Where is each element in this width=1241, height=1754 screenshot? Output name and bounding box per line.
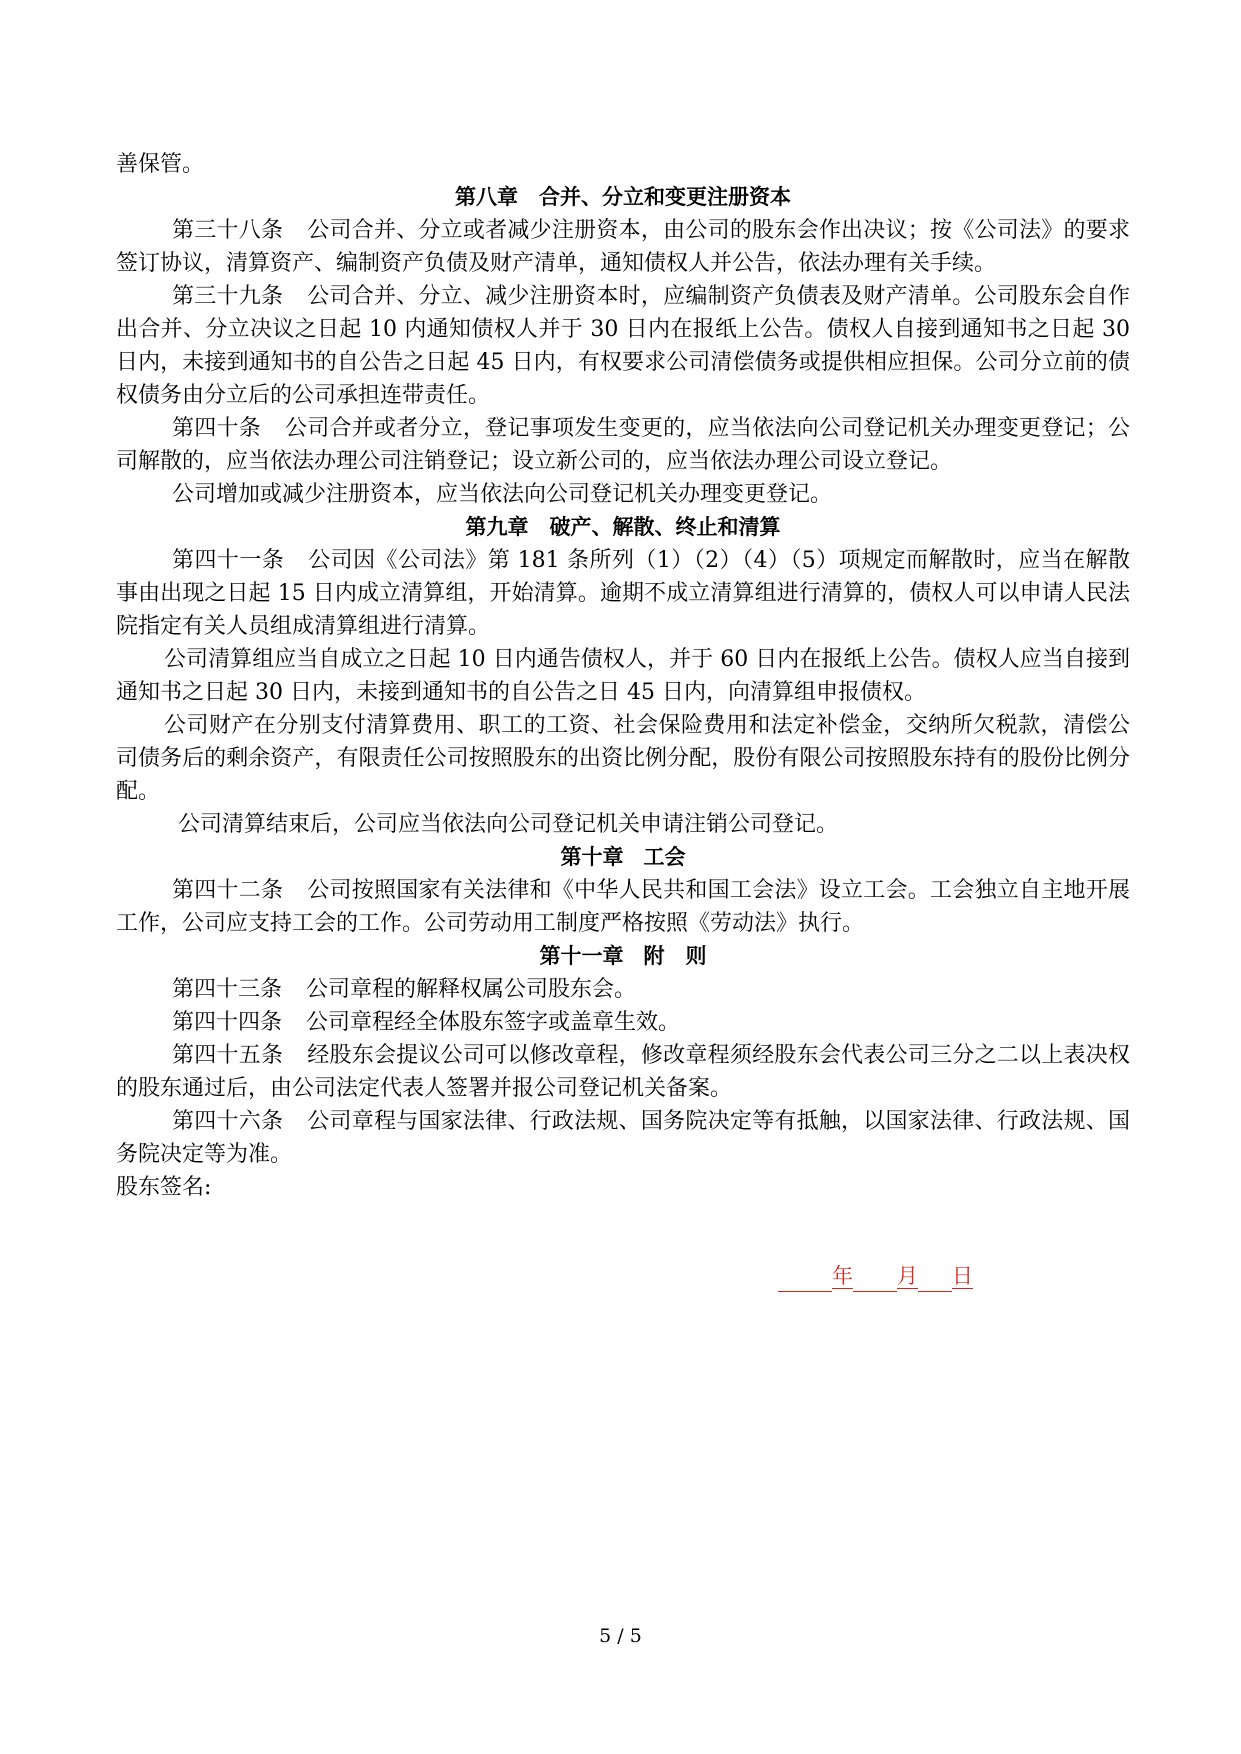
month-label: 月 bbox=[897, 1264, 918, 1288]
article-38 bbox=[116, 214, 1130, 280]
chapter-name: 附 则 bbox=[643, 944, 707, 968]
shareholder-signature-label: 股东签名: bbox=[116, 1175, 212, 1200]
day-label: 日 bbox=[952, 1264, 973, 1288]
chapter-11-title bbox=[116, 940, 1130, 973]
article-text: 公司合并、分立、减少注册资本时，应编制资产负债表及财产清单。公司股东会自作出合并、分立决议之日起 10 内通知债权人并于 30 日内在报纸上公告。债权人自接到通知书之日起 30 日内，未接到通知书的自公告之日起 45 日内，有权要求公司清偿债务或提供相应担保。公司分立前的债权债务由分立后的公司承担连带责任。 bbox=[116, 284, 1130, 408]
article-43 bbox=[116, 973, 1130, 1006]
article-text: 公司章程与国家法律、行政法规、国务院决定等有抵触，以国家法律、行政法规、国务院决定等为准。 bbox=[116, 1109, 1130, 1167]
year-blank bbox=[778, 1269, 832, 1292]
article-number: 第四十二条 bbox=[172, 878, 284, 903]
signature-date bbox=[778, 1261, 973, 1292]
article-number: 第四十一条 bbox=[172, 548, 285, 573]
article-text: 经股东会提议公司可以修改章程，修改章程须经股东会代表公司三分之二以上表决权的股东通过后，由公司法定代表人签署并报公司登记机关备案。 bbox=[116, 1043, 1130, 1101]
chapter-number: 第十章 bbox=[560, 845, 624, 869]
page-number: 5 / 5 bbox=[599, 1625, 642, 1647]
article-44 bbox=[116, 1006, 1130, 1039]
article-text: 公司章程经全体股东签字或盖章生效。 bbox=[306, 1010, 681, 1035]
article-number: 第四十三条 bbox=[172, 977, 283, 1002]
chapter-9-title: 第九章 破产、解散、终止和清算 bbox=[465, 515, 781, 539]
month-blank bbox=[853, 1269, 897, 1292]
chapter-name: 工会 bbox=[643, 845, 686, 869]
article-text: 公司合并或者分立，登记事项发生变更的，应当依法向公司登记机关办理变更登记；公司解散的，应当依法办理公司注销登记；设立新公司的，应当依法办理公司设立登记。 bbox=[116, 416, 1130, 474]
year-label: 年 bbox=[832, 1264, 853, 1288]
article-number: 第四十条 bbox=[172, 416, 261, 441]
paragraph-capital-change: 公司增加或减少注册资本，应当依法向公司登记机关办理变更登记。 bbox=[172, 482, 833, 507]
chapter-number: 第十一章 bbox=[539, 944, 624, 968]
article-39 bbox=[116, 280, 1130, 412]
article-45 bbox=[116, 1039, 1130, 1105]
article-text: 公司按照国家有关法律和《中华人民共和国工会法》设立工会。工会独立自主地开展工作，公司应支持工会的工作。公司劳动用工制度严格按照《劳动法》执行。 bbox=[116, 878, 1130, 936]
article-number: 第三十九条 bbox=[172, 284, 284, 309]
paragraph-liquidation-notice: 公司清算组应当自成立之日起 10 日内通告债权人，并于 60 日内在报纸上公告。债权人应当自接到通知书之日起 30 日内，未接到通知书的自公告之日 45 日内，向清算组申报债权。 bbox=[116, 647, 1130, 705]
article-41 bbox=[116, 544, 1130, 643]
day-blank bbox=[918, 1269, 952, 1292]
article-number: 第三十八条 bbox=[172, 218, 284, 243]
article-text: 公司章程的解释权属公司股东会。 bbox=[306, 977, 637, 1002]
document-body bbox=[116, 148, 1130, 1204]
article-number: 第四十六条 bbox=[172, 1109, 284, 1134]
article-42 bbox=[116, 874, 1130, 940]
article-text: 公司合并、分立或者减少注册资本，由公司的股东会作出决议；按《公司法》的要求签订协议，清算资产、编制资产负债及财产清单，通知债权人并公告，依法办理有关手续。 bbox=[116, 218, 1130, 276]
continuation-text: 善保管。 bbox=[116, 152, 205, 177]
article-number: 第四十五条 bbox=[172, 1043, 284, 1068]
chapter-10-title bbox=[116, 841, 1130, 874]
article-text: 公司因《公司法》第 181 条所列（1）（2）（4）（5）项规定而解散时，应当在解散事由出现之日起 15 日内成立清算组，开始清算。逾期不成立清算组进行清算的，债权人可以申请人民法院指定有关人员组成清算组进行清算。 bbox=[116, 548, 1130, 639]
chapter-8-title: 第八章 合并、分立和变更注册资本 bbox=[455, 185, 791, 209]
article-number: 第四十四条 bbox=[172, 1010, 283, 1035]
paragraph-liquidation-end: 公司清算结束后，公司应当依法向公司登记机关申请注销公司登记。 bbox=[178, 812, 839, 837]
article-46 bbox=[116, 1105, 1130, 1171]
article-40 bbox=[116, 412, 1130, 478]
paragraph-asset-distribution: 公司财产在分别支付清算费用、职工的工资、社会保险费用和法定补偿金，交纳所欠税款，清偿公司债务后的剩余资产，有限责任公司按照股东的出资比例分配，股份有限公司按照股东持有的股份比例分配。 bbox=[116, 713, 1130, 804]
